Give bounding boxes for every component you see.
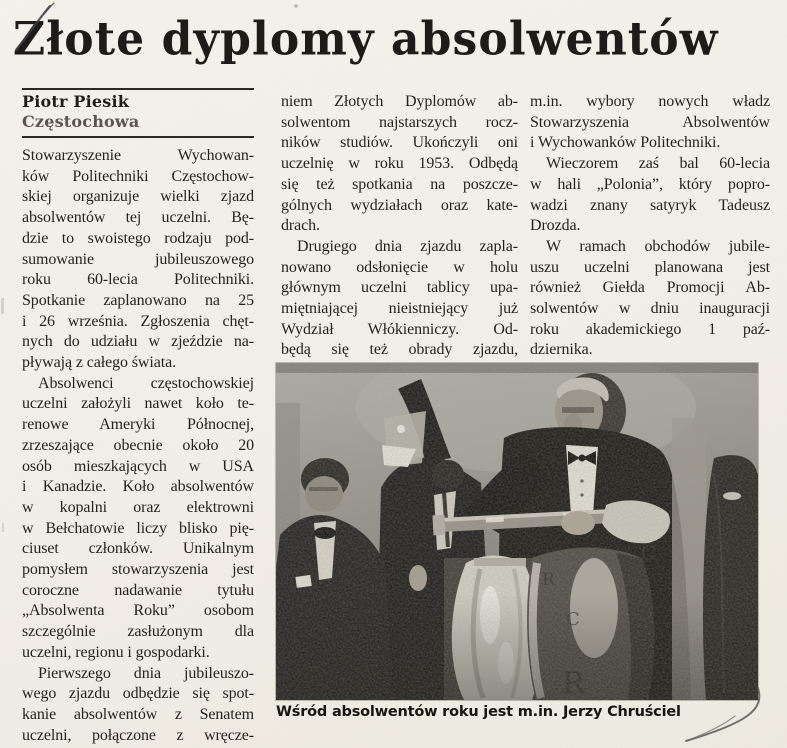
text-line: w kopalni oraz elektrowni — [22, 498, 254, 516]
column-2-text — [281, 92, 518, 361]
byline-author: Piotr Piesik — [22, 92, 130, 111]
text-line: uczelni, regionu i gospodarki. — [22, 643, 210, 661]
byline-location: Częstochowa — [22, 112, 140, 131]
text-line: również Giełda Promocji Ab- — [530, 279, 770, 297]
text-line: drach. — [281, 217, 320, 235]
text-line: i Kanadzie. Koło absolwentów — [22, 478, 254, 496]
text-line: coroczne nadawanie tytułu — [22, 581, 254, 599]
column-3 — [530, 92, 770, 361]
text-line: Wydział Włókienniczy. Od- — [281, 320, 518, 338]
text-line: szczególnie zasłużonym dla — [22, 623, 254, 641]
text-line: i Wychowanków Politechniki. — [530, 134, 721, 152]
photo-caption: Wśród absolwentów roku jest m.in. Jerzy Chruściel — [276, 704, 681, 720]
text-line: ników studiów. Ukończyli oni — [281, 134, 518, 152]
text-line: dziernika. — [530, 341, 593, 359]
photo-grain — [276, 363, 758, 700]
text-line: „Absolwenta Roku” osobom — [22, 602, 254, 620]
text-line: Absolwenci częstochowskiej — [38, 374, 254, 392]
text-line: ciuset członków. Unikalnym — [22, 540, 254, 558]
byline-rule-bottom — [22, 136, 254, 138]
text-line: Drugiego dnia zjazdu zapla- — [297, 237, 518, 255]
text-line: Wieczorem zaś bal 60-lecia — [546, 155, 770, 173]
column-3-text — [530, 92, 770, 361]
text-line: nowano odsłonięcie w holu — [281, 258, 518, 276]
text-line: głównym uczelni tablicy upa- — [281, 279, 518, 297]
text-line: pływają z całego świata. — [22, 354, 176, 372]
paragraph — [530, 237, 770, 361]
text-line: uczelni, połączone z wręcze- — [22, 726, 254, 744]
paragraph — [22, 146, 254, 374]
column-2 — [281, 92, 518, 361]
text-line: Stowarzyszenie Wychowan- — [22, 147, 254, 164]
text-line: wego zjazdu odbędzie się spot- — [22, 685, 254, 703]
text-line: wadzi znany satyryk Tadeusz — [530, 196, 770, 214]
text-line: solwentom najstarszych rocz- — [281, 113, 518, 131]
text-line: sumowanie jubileuszowego — [22, 250, 254, 268]
text-line: zrzeszające obecnie około 20 — [22, 436, 254, 454]
article-photo — [276, 363, 758, 700]
text-line: ków Politechniki Częstochow- — [22, 167, 254, 185]
text-line: kanie absolwentów z Senatem — [22, 705, 254, 723]
paragraph — [530, 92, 770, 154]
column-1-text — [22, 146, 254, 746]
text-line: absolwentów tej uczelni. Bę- — [22, 209, 254, 227]
text-line: roku 60-lecia Politechniki. — [22, 271, 254, 289]
text-line: Stowarzyszenia Absolwentów — [530, 113, 770, 131]
text-line: będą się też obrady zjazdu, — [281, 341, 518, 359]
text-line: Spotkanie zaplanowano na 25 — [22, 291, 254, 309]
column-1 — [22, 88, 254, 746]
text-line: w hali „Polonia”, który popro- — [530, 175, 770, 193]
text-line: roku akademickiego 1 paź- — [530, 320, 770, 338]
scan-speck — [294, 4, 297, 7]
text-line: i 26 września. Zgłoszenia chęt- — [22, 312, 254, 330]
text-line: Drozda. — [530, 217, 581, 235]
paragraph — [530, 154, 770, 237]
scan-edge-mark — [1, 298, 4, 314]
text-line: nych do udziału w zjeździe na- — [22, 333, 254, 351]
text-line: się też spotkania na poszcze- — [281, 175, 518, 193]
text-line: W ramach obchodów jubile- — [546, 237, 770, 255]
paragraph — [281, 92, 518, 237]
paragraph — [281, 237, 518, 361]
text-line: w Bełchatowie liczy blisko pię- — [22, 519, 254, 537]
text-line: uczelnię w roku 1953. Odbędą — [281, 155, 518, 173]
text-line: Pierwszego dnia jubileuszo- — [38, 664, 254, 682]
text-line: uczelni założyli nawet koło te- — [22, 395, 254, 413]
article-headline: Złote dyplomy absolwentów — [13, 13, 719, 67]
text-line: osób mieszkających w USA — [22, 457, 254, 475]
text-line: solwentów w dniu inauguracji — [530, 300, 770, 318]
text-line: dzie to swoistego rodzaju pod- — [22, 229, 254, 247]
paragraph — [22, 664, 254, 747]
byline-rule-top — [22, 88, 254, 90]
byline-block — [22, 88, 254, 138]
text-line: skiej organizuje wielki zjazd — [22, 188, 254, 206]
text-line: uszu uczelni planowana jest — [530, 258, 770, 276]
text-line: m.in. wybory nowych władz — [530, 93, 770, 110]
paragraph — [22, 374, 254, 664]
text-line: pomysłem stowarzyszenia jest — [22, 561, 254, 579]
text-line: renowe Ameryki Północnej, — [22, 416, 254, 434]
text-line: miętniającej nieistniejący już — [281, 300, 518, 318]
text-line: niem Złotych Dyplomów ab- — [281, 93, 518, 110]
photo-canvas — [276, 363, 758, 700]
text-line: gólnych wydziałach oraz kate- — [281, 196, 518, 214]
